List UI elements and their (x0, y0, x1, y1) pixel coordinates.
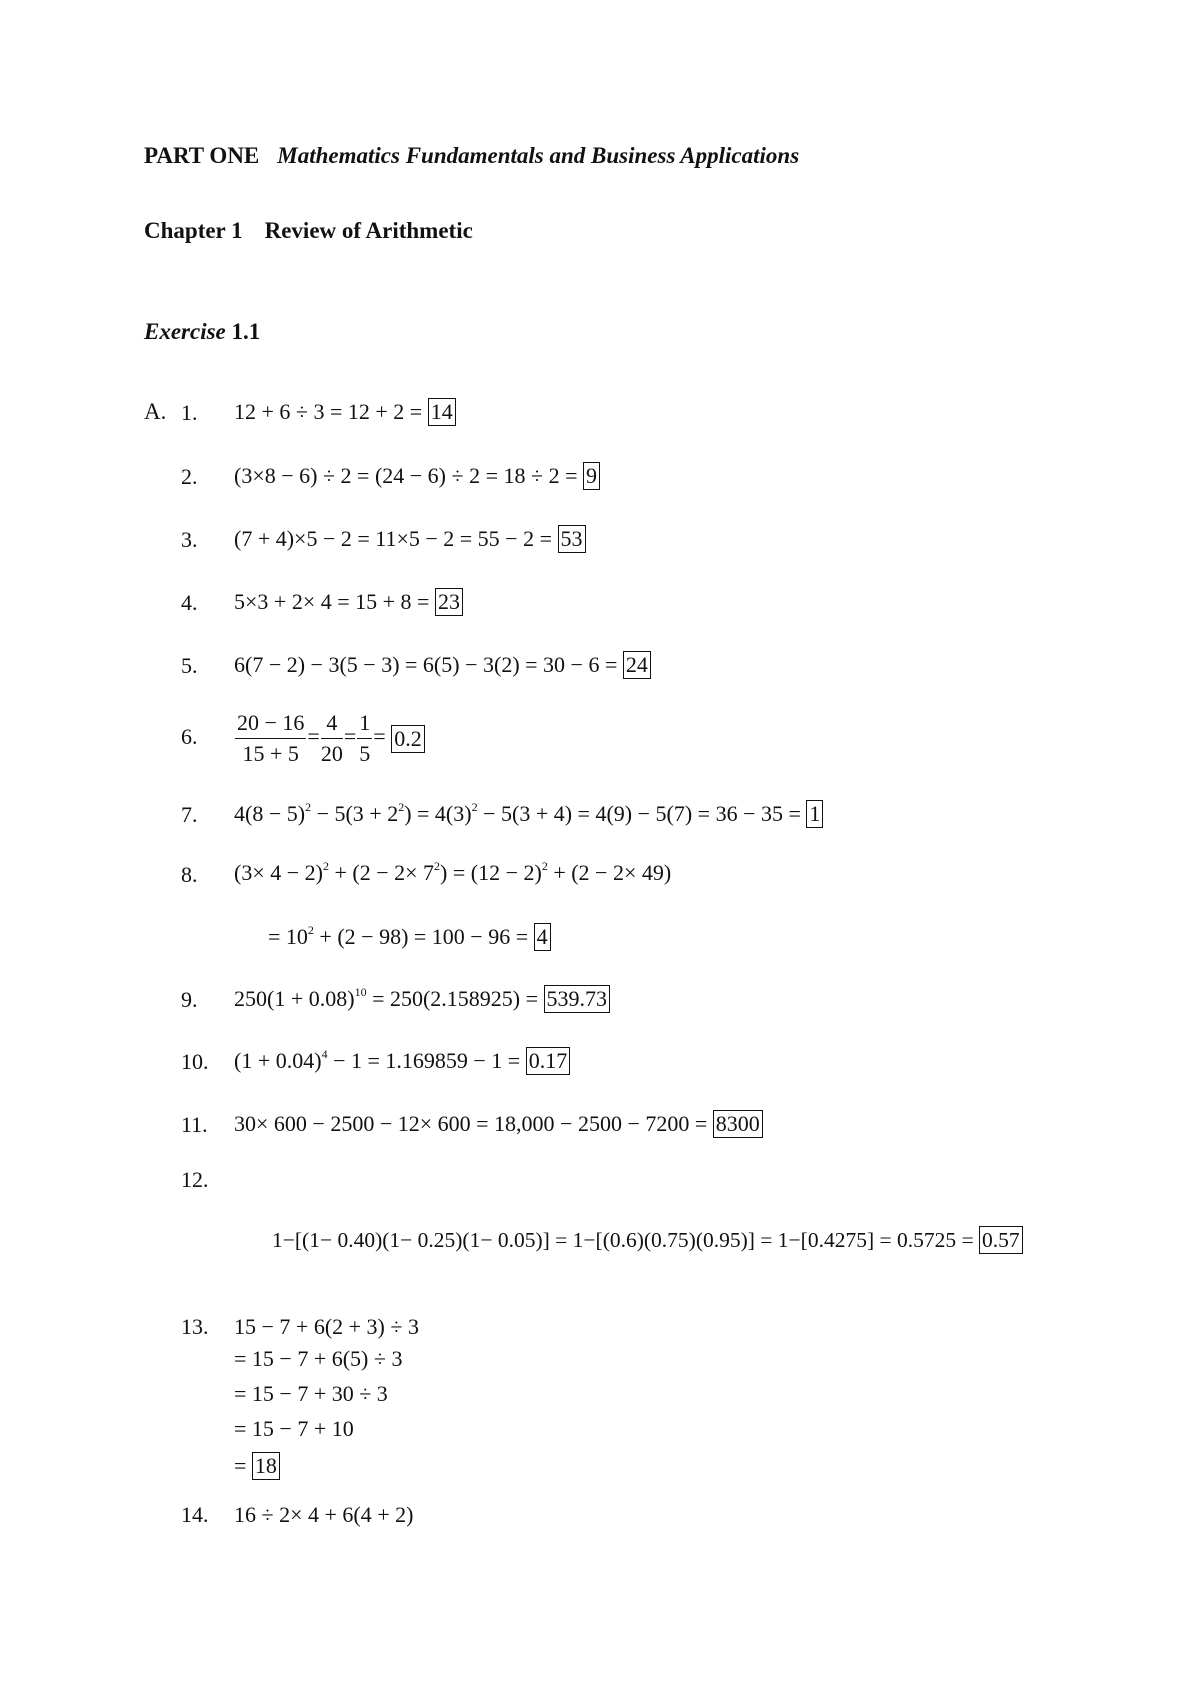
problem-5-expression: 6(7 − 2) − 3(5 − 3) = 6(5) − 3(2) = 30 − 6 = (234, 652, 623, 677)
problem-14-number: 14. (181, 1502, 209, 1527)
problem-8-part: = 10 (268, 924, 308, 949)
part-label: PART ONE (144, 143, 260, 168)
problem-5-equation (234, 651, 651, 679)
problem-12-equation (272, 1226, 1023, 1254)
problem-10-answer: 0.17 (526, 1047, 571, 1075)
problem-11-number: 11. (181, 1112, 208, 1137)
problem-8-answer: 4 (534, 923, 551, 951)
problem-7-equation (234, 800, 823, 828)
exponent: 2 (322, 859, 329, 873)
problem-9-answer: 539.73 (544, 985, 611, 1013)
problem-11-expression: 30× 600 − 2500 − 12× 600 = 18,000 − 2500 − 7200 = (234, 1111, 713, 1136)
problem-1-number: 1. (181, 400, 198, 425)
part-title: Mathematics Fundamentals and Business Applications (277, 143, 800, 168)
problem-6-fraction-3 (357, 708, 372, 769)
problem-4-expression: 5×3 + 2× 4 = 15 + 8 = (234, 589, 435, 614)
fraction-1-denominator: 15 + 5 (242, 741, 299, 766)
problem-4-equation (234, 588, 463, 616)
problem-12-answer: 0.57 (979, 1226, 1023, 1254)
problem-6-equation (234, 708, 425, 769)
problem-8-part: + (2 − 98) = 100 − 96 = (313, 924, 534, 949)
problem-8-equation-line-1 (234, 860, 671, 886)
problem-10-number: 10. (181, 1049, 209, 1074)
problem-9-equation (234, 985, 610, 1013)
equals-sign: = (307, 723, 320, 749)
problem-3-expression: (7 + 4)×5 − 2 = 11×5 − 2 = 55 − 2 = (234, 526, 558, 551)
exponent: 4 (321, 1047, 328, 1061)
equals-sign: = (343, 723, 357, 749)
problem-9-number: 9. (181, 987, 198, 1012)
problem-8-number: 8. (181, 862, 198, 887)
exponent: 2 (305, 800, 312, 814)
problem-13-line-1: 15 − 7 + 6(2 + 3) ÷ 3 (234, 1314, 419, 1339)
problem-12-number: 12. (181, 1167, 209, 1192)
problem-6-fraction-1 (235, 708, 306, 769)
exercise-word: Exercise (144, 319, 226, 344)
exponent: 2 (434, 859, 441, 873)
section-label: A. (144, 399, 167, 424)
chapter-heading (144, 218, 473, 244)
problem-8-part: + (2 − 2× 49) (547, 860, 672, 885)
problem-7-part: ) = 4(3) (404, 801, 472, 826)
fraction-3-denominator: 5 (359, 741, 371, 766)
problem-13-line-5 (234, 1452, 280, 1480)
problem-6-answer: 0.2 (391, 725, 425, 753)
problem-3-equation (234, 525, 586, 553)
exponent: 10 (354, 985, 367, 999)
fraction-1-numerator: 20 − 16 (235, 708, 306, 739)
problem-8-part: ) = (12 − 2) (440, 860, 542, 885)
problem-1-equation (234, 398, 456, 426)
problem-11-equation (234, 1110, 763, 1138)
problem-5-number: 5. (181, 653, 198, 678)
problem-10-equation (234, 1047, 570, 1075)
problem-11-answer: 8300 (713, 1110, 763, 1138)
problem-6-fraction-2 (321, 708, 343, 769)
problem-13-answer: 18 (252, 1452, 280, 1480)
exponent: 2 (398, 800, 405, 814)
problem-7-part: 4(8 − 5) (234, 801, 306, 826)
problem-7-part: − 5(3 + 4) = 4(9) − 5(7) = 36 − 35 = (477, 801, 807, 826)
problem-13-line-2: = 15 − 7 + 6(5) ÷ 3 (234, 1346, 403, 1371)
problem-13-line-4: = 15 − 7 + 10 (234, 1416, 354, 1441)
problem-8-part: (3× 4 − 2) (234, 860, 323, 885)
problem-12-expression: 1−[(1− 0.40)(1− 0.25)(1− 0.05)] = 1−[(0.6)(0.75)(0.95)] = 1−[0.4275] = 0.5725 = (272, 1228, 980, 1252)
problem-9-part: 250(1 + 0.08) (234, 986, 355, 1011)
exponent: 2 (471, 800, 478, 814)
problem-7-answer: 1 (806, 800, 823, 828)
fraction-3-numerator: 1 (357, 708, 372, 739)
problem-2-answer: 9 (583, 462, 600, 490)
problem-3-answer: 53 (558, 525, 586, 553)
equals-sign: = (373, 723, 386, 749)
problem-13-line-3: = 15 − 7 + 30 ÷ 3 (234, 1381, 388, 1406)
problem-1-expression: 12 + 6 ÷ 3 = 12 + 2 = (234, 399, 428, 424)
part-heading (144, 143, 799, 169)
chapter-label: Chapter 1 (144, 218, 243, 243)
fraction-2-denominator: 20 (320, 741, 343, 766)
exponent: 2 (307, 923, 314, 937)
problem-13-equals: = (234, 1453, 252, 1478)
problem-2-expression: (3×8 − 6) ÷ 2 = (24 − 6) ÷ 2 = 18 ÷ 2 = (234, 463, 583, 488)
exponent: 2 (541, 859, 548, 873)
problem-1-answer: 14 (428, 398, 456, 426)
problem-7-part: − 5(3 + 2 (311, 801, 399, 826)
exercise-heading (144, 319, 260, 345)
problem-4-answer: 23 (435, 588, 463, 616)
problem-10-part: (1 + 0.04) (234, 1048, 322, 1073)
chapter-title: Review of Arithmetic (264, 218, 473, 243)
problem-2-number: 2. (181, 464, 198, 489)
problem-8-equation-line-2 (268, 923, 551, 951)
fraction-2-numerator: 4 (321, 708, 343, 739)
problem-7-number: 7. (181, 802, 198, 827)
problem-3-number: 3. (181, 527, 198, 552)
problem-4-number: 4. (181, 590, 198, 615)
problem-6-number: 6. (181, 724, 198, 749)
problem-13-number: 13. (181, 1314, 209, 1339)
problem-5-answer: 24 (623, 651, 651, 679)
problem-8-part: + (2 − 2× 7 (328, 860, 435, 885)
exercise-number: 1.1 (231, 319, 261, 344)
problem-10-part: − 1 = 1.169859 − 1 = (327, 1048, 526, 1073)
problem-2-equation (234, 462, 600, 490)
problem-9-part: = 250(2.158925) = (366, 986, 544, 1011)
problem-14-expression: 16 ÷ 2× 4 + 6(4 + 2) (234, 1502, 414, 1527)
